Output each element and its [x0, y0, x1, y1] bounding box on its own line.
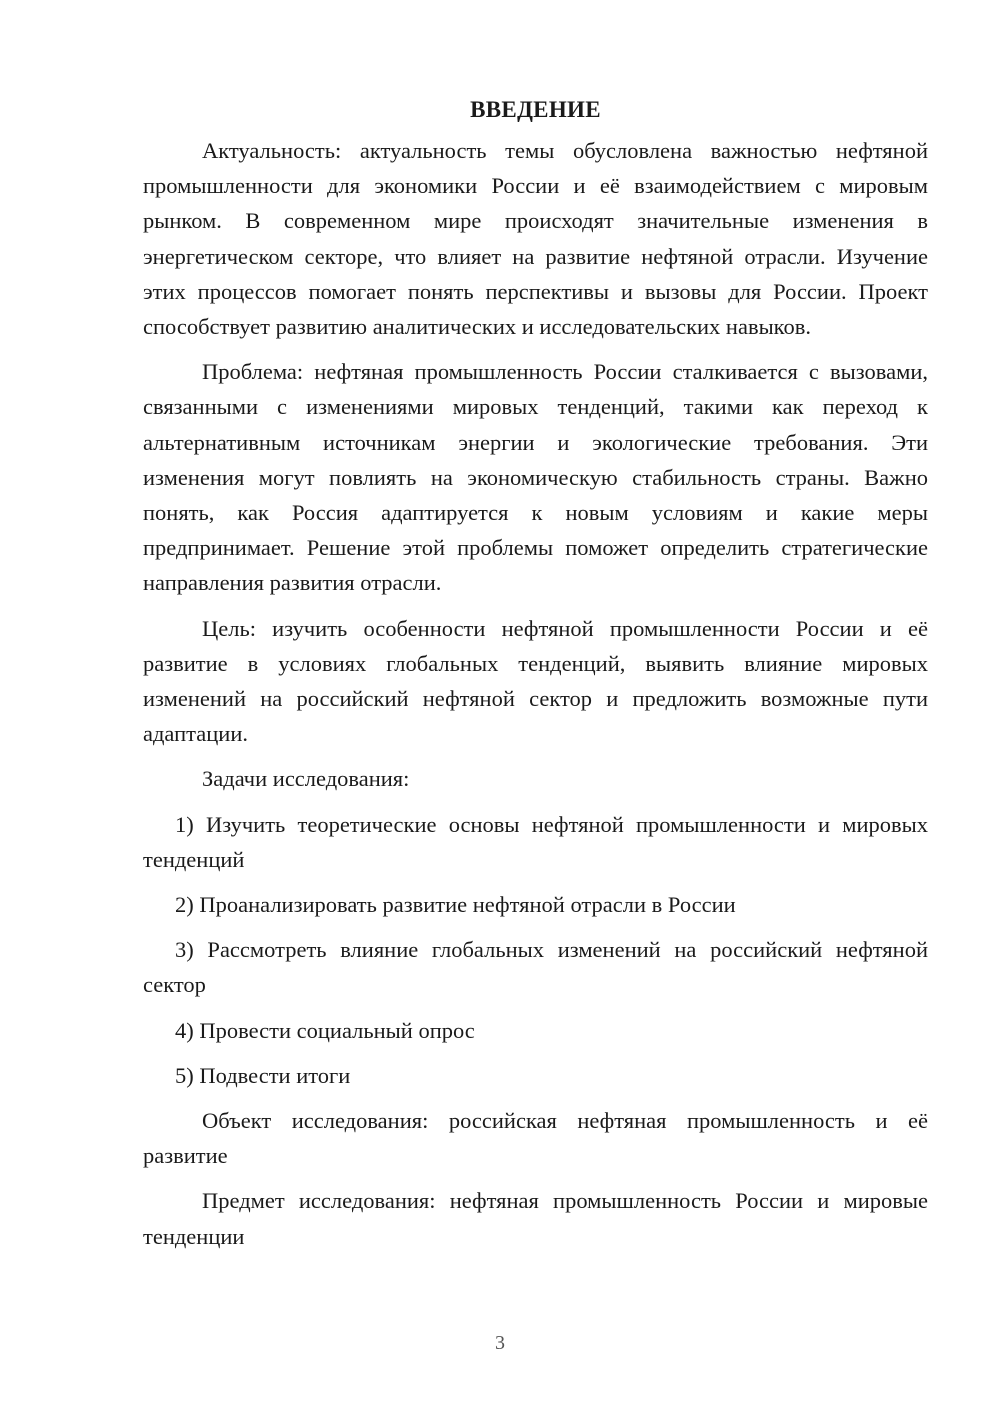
task-item-3: 3) Рассмотреть влияние глобальных изменений на российский нефтяной сектор	[143, 937, 928, 998]
goal-paragraph: Цель: изучить особенности нефтяной промышленности России и её развитие в условиях глобальных тенденций, выявить влияние мировых изменений на российский нефтяной сектор и предложить возможные пути адаптации.	[143, 615, 928, 747]
research-object-paragraph: Объект исследования: российская нефтяная промышленность и её развитие	[143, 1108, 928, 1169]
relevance-paragraph: Актуальность: актуальность темы обусловлена важностью нефтяной промышленности для экономики России и её взаимодействием с мировым рынком. В современном мире происходят значительные изменения в энергетическом секторе, что влияет на развитие нефтяной отрасли. Изучение этих процессов помогает понять перспективы и вызовы для России. Проект способствует развитию аналитических и исследовательских навыков.	[143, 138, 928, 340]
task-item-4: 4) Провести социальный опрос	[175, 1017, 475, 1043]
tasks-heading: Задачи исследования:	[202, 766, 410, 792]
task-item-2: 2) Проанализировать развитие нефтяной отрасли в России	[175, 892, 736, 918]
page-number: 3	[495, 1332, 505, 1354]
document-page	[143, 92, 928, 1264]
research-subject-paragraph: Предмет исследования: нефтяная промышленность России и мировые тенденции	[143, 1188, 928, 1249]
problem-paragraph: Проблема: нефтяная промышленность России сталкивается с вызовами, связанными с изменениями мировых тенденций, такими как переход к альтернативным источникам энергии и экологические требования. Эти изменения могут повлиять на экономическую стабильность страны. Важно понять, как Россия адаптируется к новым условиям и какие меры предпринимает. Решение этой проблемы поможет определить стратегические направления развития отрасли.	[143, 359, 928, 596]
section-title: ВВЕДЕНИЕ	[470, 97, 601, 122]
task-item-5: 5) Подвести итоги	[175, 1062, 351, 1088]
task-item-1: 1) Изучить теоретические основы нефтяной промышленности и мировых тенденций	[143, 811, 928, 872]
